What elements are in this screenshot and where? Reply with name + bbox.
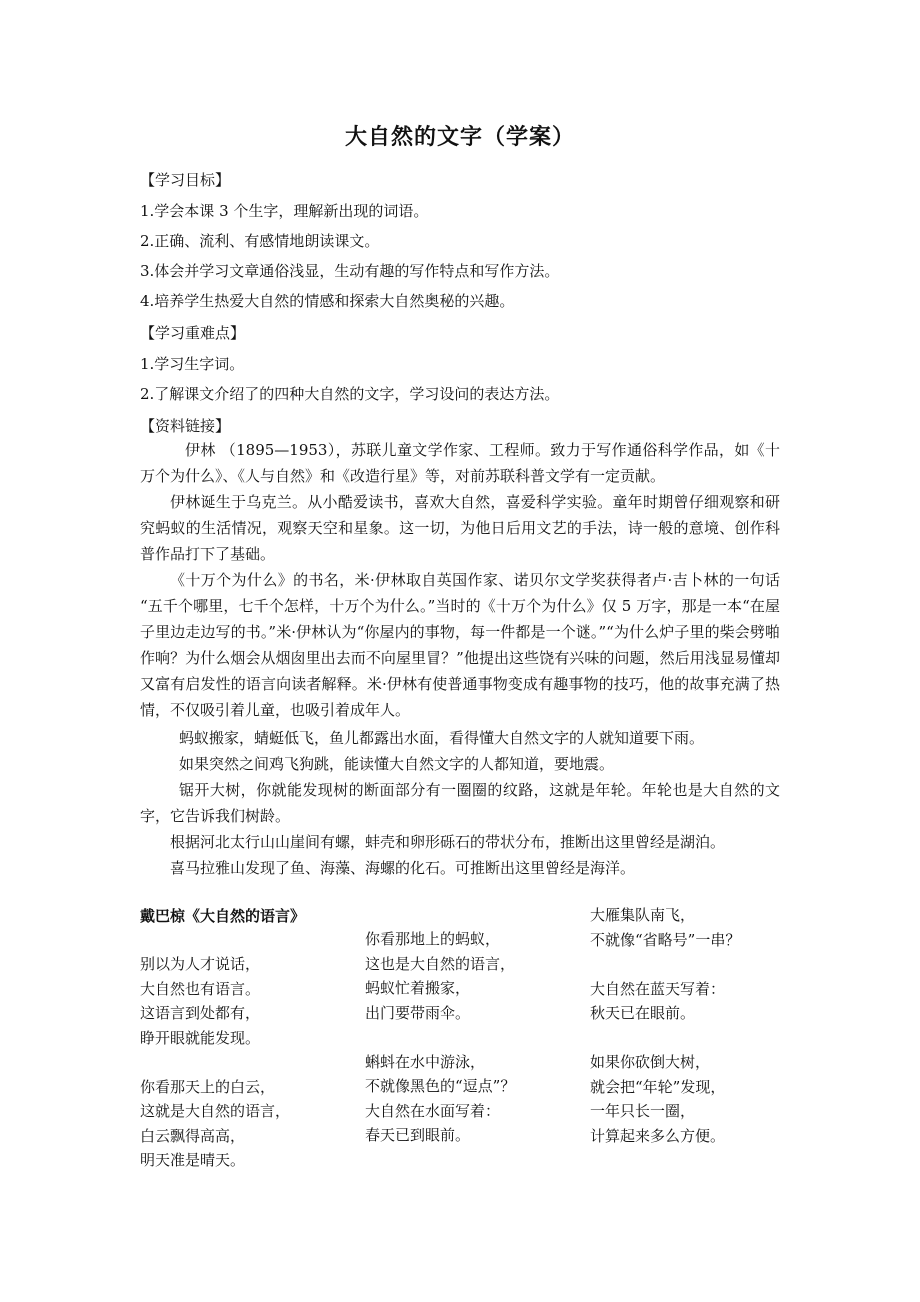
- poem-line: 大自然在水面写着：: [365, 1101, 501, 1120]
- resources-body: [140, 437, 780, 723]
- poem-line: 睁开眼就能发现。: [140, 1028, 261, 1047]
- examples-block: [140, 725, 780, 881]
- example-paragraph: 根据河北太行山山崖间有螺，蚌壳和卵形砾石的带状分布，推断出这里曾经是湖泊。: [170, 833, 726, 851]
- poem-line: 秋天已在眼前。: [590, 1004, 696, 1022]
- key-point-item: 2.了解课文介绍了的四种大自然的文字，学习设问的表达方法。: [140, 385, 560, 403]
- poem-line: 出门要带雨伞。: [365, 1003, 471, 1022]
- resource-paragraph: 《十万个为什么》的书名，米·伊林取自英国作家、诺贝尔文学奖获得者卢·吉卜林的一句话 “五千个哪里，七千个怎样，十万个为什么。”当时的《十万个为什么》仅 5 万字，那是一本“在屋子里边走边写的书。”米·伊林认为“你屋内的事物，每一件都是一个谜。”“为什么炉子里的柴会劈啪作响？为什么烟会从烟囱里出去而不向屋里冒？”他提出这些饶有兴味的问题，然后用浅显易懂却又富有启发性的语言向读者解释。米·伊林有使普通事物变成有趣事物的技巧，他的故事充满了热情，不仅吸引着儿童，也吸引着成年人。: [140, 571, 780, 719]
- key-point-item: 1.学习生字词。: [140, 355, 245, 373]
- resources-heading: 【资料链接】: [140, 417, 231, 435]
- poem-column-1: [140, 903, 290, 1173]
- goal-item: 2.正确、流利、有感情地朗读课文。: [140, 232, 380, 250]
- poem-line: [140, 903, 290, 928]
- poem-line: [140, 928, 290, 953]
- poem-line: 这语言到处都有，: [140, 1004, 261, 1022]
- poem-line: 这也是大自然的语言，: [365, 954, 516, 973]
- poem-line: 白云飘得高高，: [140, 1126, 246, 1145]
- poem-line: 不就像黑色的“逗点”？: [365, 1077, 516, 1095]
- poem-line: 明天准是晴天。: [140, 1151, 246, 1169]
- goals-heading: 【学习目标】: [140, 171, 231, 189]
- poem-line: 计算起来多么方便。: [590, 1126, 726, 1145]
- poem-line: [365, 1025, 515, 1050]
- poem-line: 大雁集队南飞，: [590, 906, 696, 924]
- poem-title: 戴巴椋《大自然的语言》: [140, 907, 306, 925]
- poem-line: 蝌蚪在水中游泳，: [365, 1052, 486, 1071]
- example-paragraph: 喜马拉雅山发现了鱼、海藻、海螺的化石。可推断出这里曾经是海洋。: [170, 859, 636, 877]
- poem-line: 春天已到眼前。: [365, 1126, 471, 1144]
- poem-line: 大自然在蓝天写着：: [590, 979, 726, 998]
- resource-paragraph: 伊林 （1895—1953），苏联儿童文学作家、工程师。致力于写作通俗科学作品，如《十万个为什么》、《人与自然》和《改造行星》等，对前苏联科普文学有一定贡献。: [140, 441, 780, 485]
- poem-column-2: [365, 927, 515, 1148]
- poem-line: 你看那天上的白云，: [140, 1077, 276, 1096]
- poem-column-3: [590, 903, 740, 1148]
- poem-line: 你看那地上的蚂蚁，: [365, 930, 501, 948]
- goal-item: 1.学会本课 3 个生字，理解新出现的词语。: [140, 202, 429, 220]
- poem-line: 别以为人才说话，: [140, 955, 261, 973]
- poem-line: 这就是大自然的语言，: [140, 1102, 291, 1120]
- poem-line: 大自然也有语言。: [140, 979, 261, 998]
- poem-line: [590, 1026, 740, 1051]
- poem-line: 一年只长一圈，: [590, 1102, 696, 1120]
- poem-line: [140, 1050, 290, 1075]
- key-points-heading: 【学习重难点】: [140, 324, 246, 342]
- page-title: 大自然的文字（学案）: [344, 125, 575, 150]
- poem-line: [590, 952, 740, 977]
- example-paragraph: 如果突然之间鸡飞狗跳，能读懂大自然文字的人都知道，要地震。: [179, 755, 615, 773]
- example-paragraph: 锯开大树，你就能发现树的断面部分有一圈圈的纹路，这就是年轮。年轮也是大自然的文字，它告诉我们树龄。: [140, 781, 780, 825]
- goal-item: 4.培养学生热爱大自然的情感和探索大自然奥秘的兴趣。: [140, 292, 515, 310]
- poem-line: 不就像“省略号”一串？: [590, 930, 741, 949]
- poem-line: 如果你砍倒大树，: [590, 1053, 711, 1071]
- poem-line: 就会把“年轮”发现，: [590, 1077, 726, 1096]
- poem-line: 蚂蚁忙着搬家，: [365, 979, 471, 997]
- resource-paragraph: 伊林诞生于乌克兰。从小酷爱读书，喜欢大自然，喜爱科学实验。童年时期曾仔细观察和研究蚂蚁的生活情况，观察天空和星象。这一切，为他日后用文艺的手法，诗一般的意境、创作科普作品打下了基础。: [140, 493, 780, 563]
- example-paragraph: 蚂蚁搬家，蜻蜓低飞，鱼儿都露出水面，看得懂大自然文字的人就知道要下雨。: [179, 729, 705, 747]
- goal-item: 3.体会并学习文章通俗浅显，生动有趣的写作特点和写作方法。: [140, 262, 560, 280]
